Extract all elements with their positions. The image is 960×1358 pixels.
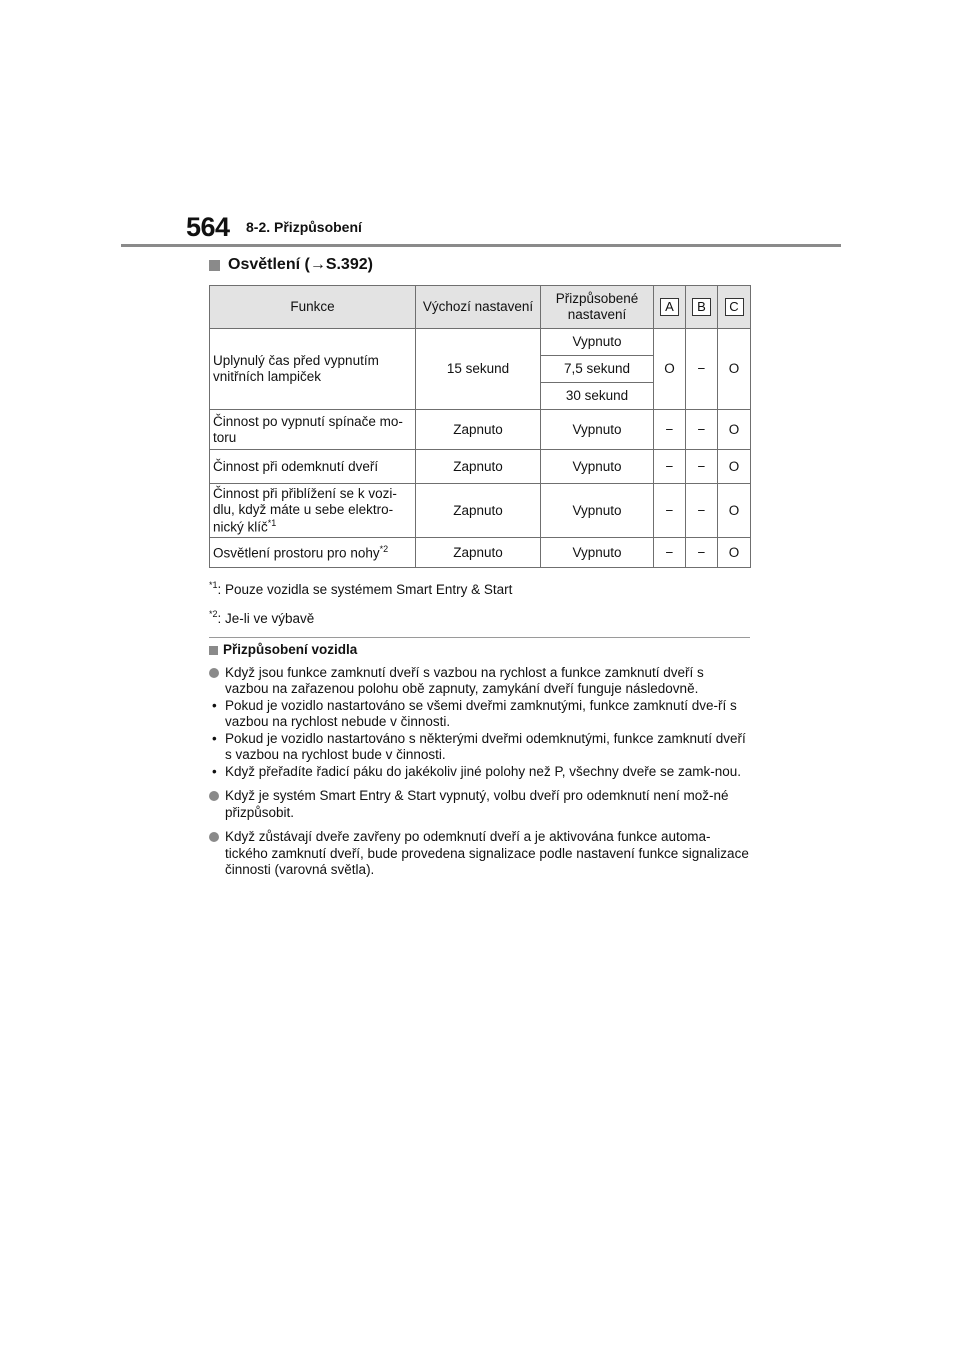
section-title-suffix: ) <box>367 256 373 273</box>
arrow-icon: → <box>309 256 326 273</box>
cell-b: − <box>686 484 718 538</box>
cell-default: Zapnuto <box>416 484 541 538</box>
cell-c: O <box>718 450 751 484</box>
footnotes <box>209 573 512 631</box>
header-default: Výchozí nastavení <box>416 286 541 329</box>
square-bullet-icon <box>209 646 218 655</box>
b-box-icon: B <box>692 298 711 316</box>
cell-default: Zapnuto <box>416 410 541 450</box>
cell-function: Činnost po vypnutí spínače mo-toru <box>210 410 416 450</box>
table-header-row <box>210 286 751 329</box>
table-row <box>210 538 751 568</box>
list-item-text: Pokud je vozidlo nastartováno s některými dveřmi odemknutými, funkce zamknutí dveří s vazbou na rychlost bude v činnosti. <box>225 730 746 762</box>
footnote-item <box>209 602 512 631</box>
cell-b: − <box>686 410 718 450</box>
cell-a: − <box>654 484 686 538</box>
cell-c: O <box>718 538 751 568</box>
cell-custom: Vypnuto <box>541 484 654 538</box>
cell-custom: 30 sekund <box>541 383 654 410</box>
footnote-mark: *2 <box>209 609 218 619</box>
footnote-mark: *1 <box>209 580 218 590</box>
cell-a: − <box>654 410 686 450</box>
cell-custom: Vypnuto <box>541 410 654 450</box>
square-bullet-icon <box>209 260 220 271</box>
note-text: Když jsou funkce zamknutí dveří s vazbou na rychlost a funkce zamknutí dveří s vazbou na zařazenou polohu obě zapnuty, zamykání dveří funguje následovně. <box>225 664 704 696</box>
header-divider <box>121 244 841 247</box>
notes-heading <box>209 642 750 659</box>
chapter-title: 8-2. Přizpůsobení <box>246 219 362 235</box>
cell-c: O <box>718 484 751 538</box>
cell-default: 15 sekund <box>416 329 541 410</box>
note-paragraph <box>209 665 750 698</box>
cell-c: O <box>718 410 751 450</box>
cell-custom: 7,5 sekund <box>541 356 654 383</box>
list-item <box>209 698 750 731</box>
cell-function: Uplynulý čas před vypnutím vnitřních lampiček <box>210 329 416 410</box>
table-row <box>210 410 751 450</box>
cell-function-text: Osvětlení prostoru pro nohy <box>213 545 380 561</box>
section-title-prefix: Osvětlení ( <box>228 256 310 273</box>
page-number: 564 <box>186 212 230 242</box>
list-item <box>209 764 750 781</box>
cell-a: − <box>654 538 686 568</box>
note-text: Když zůstávají dveře zavřeny po odemknutí dveří a je aktivována funkce automa-tického zamknutí dveří, bude provedena signalizace podle nastavení funkce signalizace činnosti (varovná světla). <box>225 829 749 877</box>
cell-function <box>210 538 416 568</box>
cell-function-text: Činnost při přiblížení se k vozi-dlu, když máte u sebe elektro-nický klíč <box>213 486 397 535</box>
list-item-text: Když přeřadíte řadicí páku do jakékoliv jiné polohy než P, všechny dveře se zamk-nou. <box>225 763 742 779</box>
notes-heading-text: Přizpůsobení vozidla <box>223 642 358 657</box>
section-heading <box>209 256 373 274</box>
notes-section <box>209 642 750 879</box>
note-paragraph <box>209 829 750 879</box>
list-item <box>209 731 750 764</box>
note-sublist <box>209 698 750 781</box>
c-box-icon: C <box>725 298 744 316</box>
cell-custom: Vypnuto <box>541 450 654 484</box>
cell-default: Zapnuto <box>416 450 541 484</box>
cell-b: − <box>686 329 718 410</box>
section-page-reference[interactable]: S.392 <box>325 256 368 273</box>
header-a <box>654 286 686 329</box>
bullet-icon: • <box>212 763 217 779</box>
note-text: Když je systém Smart Entry & Start vypnutý, volbu dveří pro odemknutí není mož-né přizpůsobit. <box>225 788 729 820</box>
list-item-text: Pokud je vozidlo nastartováno se všemi dveřmi zamknutými, funkce zamknutí dve-ří s vazbou na rychlost nebude v činnosti. <box>225 697 737 729</box>
footnote-mark: *1 <box>267 517 277 528</box>
cell-custom: Vypnuto <box>541 329 654 356</box>
cell-b: − <box>686 538 718 568</box>
footnote-item <box>209 573 512 602</box>
table-row <box>210 484 751 538</box>
header-c <box>718 286 751 329</box>
cell-function <box>210 484 416 538</box>
cell-b: − <box>686 450 718 484</box>
a-box-icon: A <box>660 298 679 316</box>
bullet-icon: • <box>212 697 217 713</box>
settings-table <box>209 285 751 568</box>
note-paragraph <box>209 788 750 821</box>
cell-c: O <box>718 329 751 410</box>
footnote-text: : Pouze vozidla se systémem Smart Entry & Start <box>217 582 513 597</box>
header-b <box>686 286 718 329</box>
cell-a: − <box>654 450 686 484</box>
header-function: Funkce <box>210 286 416 329</box>
circle-bullet-icon <box>209 668 219 678</box>
footnote-mark: *2 <box>379 544 389 555</box>
table-row <box>210 450 751 484</box>
footnote-text: : Je-li ve výbavě <box>217 611 315 626</box>
table-row <box>210 329 751 356</box>
cell-custom: Vypnuto <box>541 538 654 568</box>
cell-function: Činnost při odemknutí dveří <box>210 450 416 484</box>
cell-a: O <box>654 329 686 410</box>
bullet-icon: • <box>212 730 217 746</box>
header-custom: Přizpůsobené nastavení <box>541 286 654 329</box>
cell-default: Zapnuto <box>416 538 541 568</box>
circle-bullet-icon <box>209 832 219 842</box>
section-divider <box>209 637 750 638</box>
circle-bullet-icon <box>209 791 219 801</box>
